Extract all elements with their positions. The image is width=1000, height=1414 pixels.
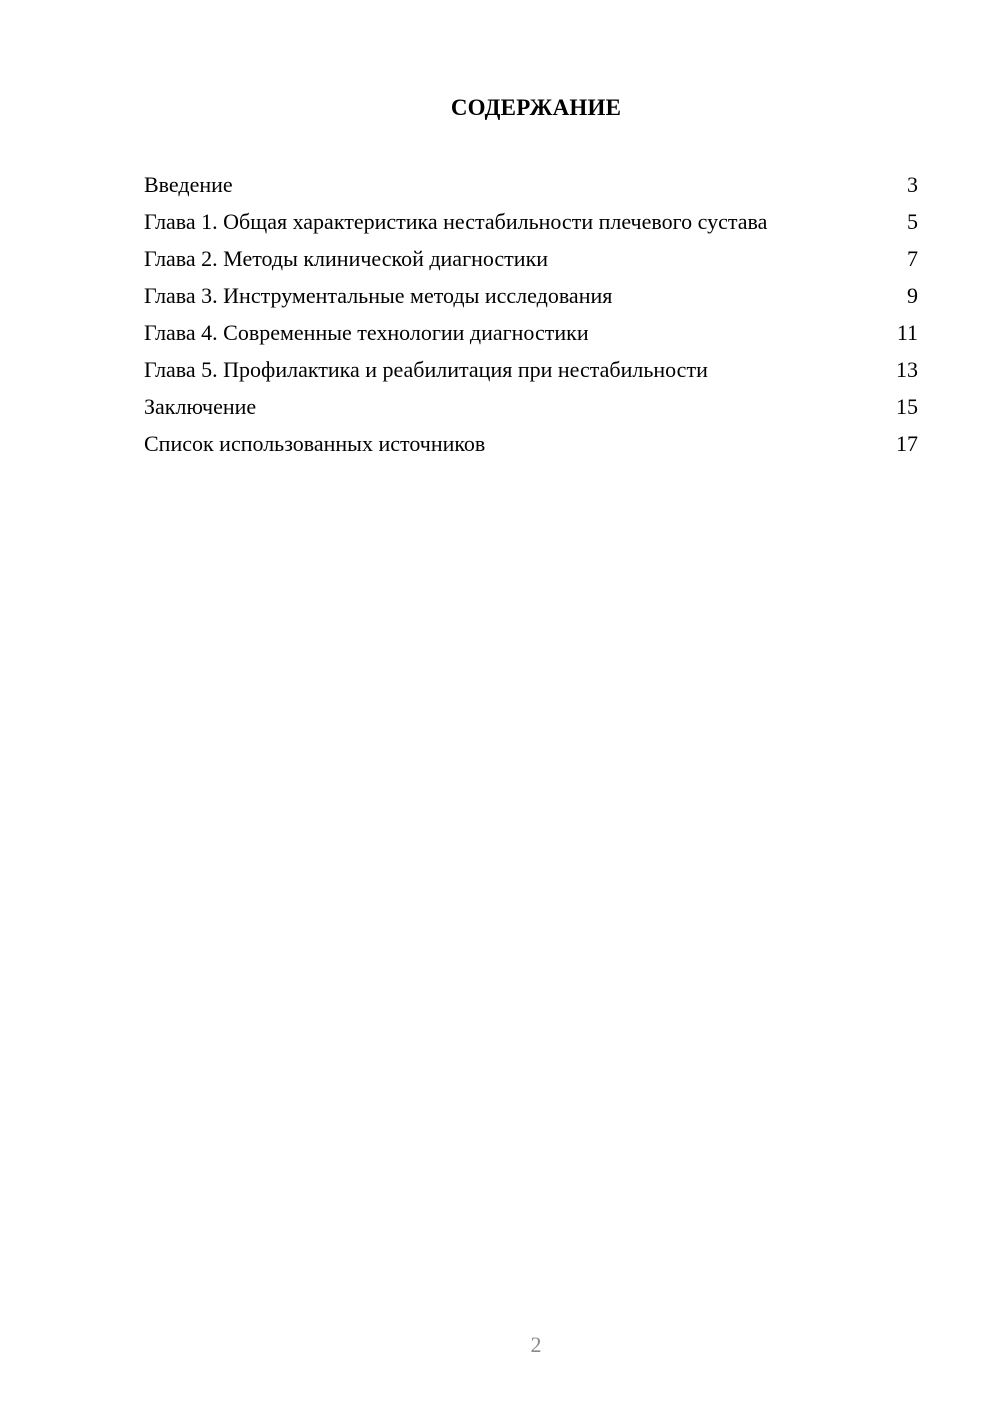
toc-item-label: Глава 1. Общая характеристика нестабильности плечевого сустава <box>144 209 768 234</box>
toc-item-chapter-3[interactable] <box>144 282 918 309</box>
toc-item-chapter-5[interactable] <box>144 356 918 383</box>
toc-item-conclusion[interactable] <box>144 393 918 420</box>
toc-item-page-number: 17 <box>896 431 918 456</box>
page-number: 2 <box>530 1332 542 1357</box>
toc-item-label: Введение <box>144 172 233 197</box>
toc-item-label: Заключение <box>144 394 257 419</box>
page-title: СОДЕРЖАНИЕ <box>450 95 622 120</box>
table-of-contents <box>144 171 918 467</box>
toc-item-page-number: 13 <box>896 357 918 382</box>
toc-item-label: Глава 5. Профилактика и реабилитация при нестабильности <box>144 357 708 382</box>
toc-item-chapter-2[interactable] <box>144 245 918 272</box>
toc-item-page-number: 5 <box>907 209 918 234</box>
toc-item-label: Глава 3. Инструментальные методы исследования <box>144 283 613 308</box>
toc-item-page-number: 7 <box>907 246 918 271</box>
toc-item-page-number: 3 <box>907 172 918 197</box>
toc-item-chapter-1[interactable] <box>144 208 918 235</box>
toc-item-label: Глава 4. Современные технологии диагностики <box>144 320 589 345</box>
toc-item-introduction[interactable] <box>144 171 918 198</box>
toc-item-references[interactable] <box>144 430 918 457</box>
toc-item-label: Список использованных источников <box>144 431 486 456</box>
toc-item-page-number: 11 <box>896 320 918 345</box>
toc-item-page-number: 15 <box>896 394 918 419</box>
toc-item-label: Глава 2. Методы клинической диагностики <box>144 246 549 271</box>
toc-item-page-number: 9 <box>907 283 918 308</box>
toc-item-chapter-4[interactable] <box>144 319 918 346</box>
